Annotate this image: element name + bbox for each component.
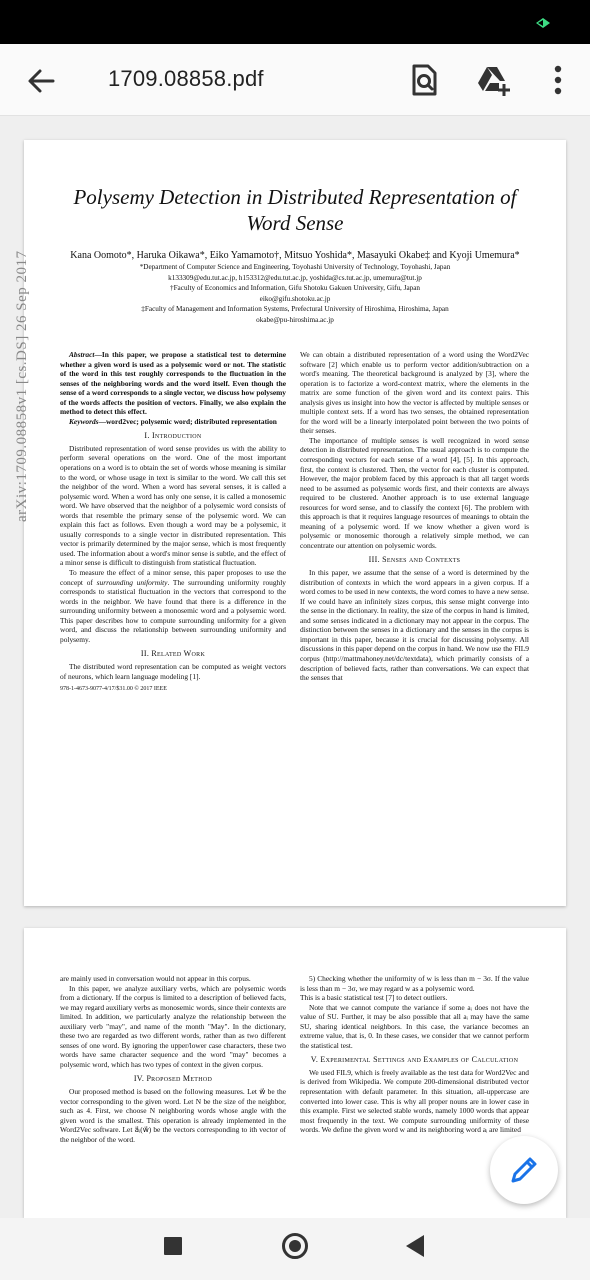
copyright-notice: 978-1-4673-9077-4/17/$31.00 © 2017 IEEE: [60, 686, 167, 693]
keywords: Keywords—word2vec; polysemic word; distributed representation: [69, 416, 277, 426]
paragraph: Distributed representation of word sense provides us with the ability to perform several operations on the word. One of the most important operations on a word is to obtain the set of words whose meaning is similar to the word, or whose usage in text is similar to the word. We call this set the neighbor of the word. When a word has several senses, it is called a polysemic word. When a word has only one sense, it is called a monosemic word. We have observed that the neighbor of a polysemic word consists of words that resemble the primary sense of the polysemic word. We can explain this fact as follows. Even though a word may be a polysemic, it usually corresponds to a single vector in distributed representation. This vector is primarily determined by the major sense, which is most frequently used. The information about a word's minor sense is subtle, and the effect of a minor sense is difficult to distinguish from statistical fluctuation.: [60, 443, 286, 568]
affiliations: [44, 262, 546, 326]
affiliation-line: †Faculty of Economics and Information, Gifu Shotoku Gakuen University, Gifu, Japan: [169, 284, 421, 293]
affiliation-line: eiko@gifu.shotoku.ac.jp: [259, 294, 331, 303]
pdf-page-1[interactable]: arXiv:1709.08858v1 [cs.DS] 26 Sep 2017 Polysemy Detection in Distributed Representation of Word Sense Kana Oomoto*, Haruka Oikawa*, Eiko Yamamoto†, Mitsuo Yoshida*, Masayuki Okabe‡ and Kyoji Umemura* *Department of Computer Science and Engineering, Toyohashi University of Technology, Toyohashi, Japan k133309@edu.tut.ac.jp, h153312@edu.tut.ac.jp, yoshida@cs.tut.ac.jp, umemura@tut.jp †Faculty of Economics and Information, Gifu Shotoku Gakuen University, Gifu, Japan eiko@gifu.shotoku.ac.jp ‡Faculty of Management and Information Systems, Prefectural University of Hiroshima, Hiroshima, Japan okabe@pu-hiroshima.ac.jp Abstract—In this paper, we propose a statistical test to determine whether a given word is used as a polysemic word or not. The statistic of the word in this test roughly corresponds to the fluctuation in the senses of the neighboring words and the word itself. Even though the sense of a word corresponds to a single vector, we discuss how polysemy of the words affects the position of vectors. Finally, we also explain the method to detect this effect. Keywords—word2vec; polysemic word; distributed representation I. Introduction Distributed representation of word sense provides us with the ability to perform several operations on the word. One of the most important operations on a word is to obtain the set of words whose meaning is similar to the word, or whose usage in text is similar to the word. We call this set the neighbor of the word. When a word has several senses, it is called a polysemic word. When a word has only one sense, it is called a monosemic word. We have observed that the neighbor of a polysemic word consists of words that resemble the primary sense of the polysemic word. We can explain this fact as follows. Even though a word may be a polysemic, it usually corresponds to a single vector in distributed representation. This vector is primarily determined by the major sense, which is most frequently used. The information about a word's minor sense is subtle, and the effect of a minor sense is difficult to distinguish from statistical fluctuation. To measure the effect of a minor sense, this paper proposes to use the concept of surrounding uniformity. The surrounding uniformity roughly corresponds to statistical fluctuation in the vectors that correspond to the words in the neighbor. We have found that there is a difference in the surrounding uniformity between a monosemic word and a polysemic word. This paper describes how to compute surrounding uniformity for a given word, and discuss the relationship between surrounding uniformity and polysemy. II. Related Work The distributed word representation can be computed as weight vectors of neurons, which learn language modeling [1]. 978-1-4673-9077-4/17/$31.00 © 2017 IEEE We can obtain a distributed representation of a word using the Word2Vec software [2] which enable us to perform vector addition/subtraction on a word's meaning. The theoretical background is analyzed by [3], where the operation is to factorize a word-context matrix, where the elements in the matrix are some function of the given word and its context pairs. This analysis gives us insight into how the vector is affected by multiple senses or multiple context sets. If a word has two senses, the obtained representation for the word will be a linearly interpolated point between the two points of their senses. The importance of multiple senses is well recognized in word sense detection in distributed representation. The usual approach is to compute the corresponding vectors for each sense of a word [4], [5]. In this approach, first, the context is clustered. Then, the vector for each cluster is computed. However, the major problem faced by this approach is that all target words need to be assumed as polysemic words first, and their contexts are always required to be clustered. Another approach is to use external language resources for word sense, and to classify the context [6]. The problem with this approach is that it requires language resources of meanings to obtain the meaning of a polysemic word. If we know whether a given word is polysemic or monosemic thorough a relatively simple method, we can concentrate our attention on polysemic words. III. Senses and Contexts In this paper, we assume that the sense of a word is determined by the distribution of contexts in which the word appears in a given corpus. If a word comes to be used in new contexts, the word comes to have a new sense. If we could have an infinitely sizes corpus, this sense might converge into the sense in the dictionary. In reality, the size of the corpus in hand is limited, and some senses indicated in a dictionary may not appear in the corpus. The distinction between the senses in a dictionary and the senses in the corpus is important in this paper, because it is crucial for discussing polysemy. All discussions in this paper depend on the corpus in hand. We now use the FIL9 corpus (http://mattmahoney.net/dc/textdata), which primarily consists of a description of believed facts, rather than conversations. We can expect that the senses that: [24, 140, 566, 906]
section-heading: I. Introduction: [144, 431, 202, 441]
status-bar: [0, 0, 590, 44]
paragraph: In this paper, we assume that the sense of a word is determined by the distribution of contexts in which the word appears in a given corpus. If a word comes to be used in new contexts, the word comes to have a new sense. If we could have an infinitely sizes corpus, this sense might converge into the sense in the dictionary. In reality, the size of the corpus in hand is limited, and some senses indicated in a dictionary may not appear in the corpus. The distinction between the senses in a dictionary and the senses in the corpus is important in this paper, because it is crucial for discussing polysemy. All discussions in this paper depend on the corpus in hand. We now use the FIL9 corpus (http://mattmahoney.net/dc/textdata), which primarily consists of a description of believed facts, rather than conversations. We can expect that the senses that: [300, 568, 529, 683]
paragraph: Note that we cannot compute the variance if some aᵢ does not have the value of SU. Further, it may be also possible that all aᵢ may have the same SU, sharing identical neighbors. In this case, the variance becomes an extreme value, that is, 0. In these cases, we consider that we cannot perform the statistical test.: [300, 1002, 529, 1050]
section-heading: II. Related Work: [140, 649, 206, 659]
section-heading: III. Senses and Contexts: [368, 555, 461, 565]
edit-button[interactable]: [490, 1136, 558, 1204]
left-column: [60, 974, 286, 1144]
affiliation-line: k133309@edu.tut.ac.jp, h153312@edu.tut.ac.jp, yoshida@cs.tut.ac.jp, umemura@tut.jp: [168, 273, 422, 282]
app-bar: [0, 44, 590, 116]
paragraph: We used FIL9, which is freely available as the test data for Word2Vec and is derived from Wikipedia. We compute 200-dimensional distributed vector representation with default parameter. In this situation, all-uppercase are converted into lower case. This is why all proper nouns are in lower case in this example. First we selected stable words, namely 1000 words that appear most frequently in the text. We compute surrounding uniformity of these words. We define the given word w and its neighboring word aᵢ are limited: [300, 1067, 529, 1135]
add-to-drive-icon[interactable]: [475, 62, 511, 98]
more-vert-icon[interactable]: [540, 62, 576, 98]
affiliation-line: *Department of Computer Science and Engineering, Toyohashi University of Technology, Toyohashi, Japan: [139, 263, 451, 271]
abstract: Abstract—In this paper, we propose a statistical test to determine whether a given word is used as a polysemic word or not. The statistic of the word in this test roughly corresponds to the fluctuation in the senses of the neighboring words and the word itself. Even though the sense of a word corresponds to a single vector, we discuss how polysemy of the words affects the position of vectors. Finally, we also explain the method to detect this effect.: [60, 350, 286, 417]
right-column: [300, 974, 529, 1135]
left-column: [60, 350, 286, 695]
right-column: [300, 350, 529, 683]
pdf-page-2[interactable]: [24, 928, 566, 1218]
paper-title: Polysemy Detection in Distributed Representation of Word Sense: [73, 185, 517, 235]
affiliation-line: ‡Faculty of Management and Information Systems, Prefectural University of Hiroshima, Hiroshima, Japan: [141, 305, 449, 314]
list-item: 5) Checking whether the uniformity of w is less than m − 3σ. If the value is less than m − 3σ, we may regard w as a polysemic word.: [300, 974, 529, 993]
paragraph: Our proposed method is based on the following measures. Let w⃗ be the vector corresponding to the given word. Let N be the size of the neighbor, such as 4. First, we choose N neighboring words whose angle with the given word is the smallest. This operation is already implemented in the Word2Vec software. Let a⃗ᵢ(w⃗) be the vectors corresponding to ith vector of the neighbor of the word.: [60, 1087, 286, 1144]
paragraph: We can obtain a distributed representation of a word using the Word2Vec software [2] which enable us to perform vector addition/subtraction on a word's meaning. The theoretical background is analyzed by [3], where the operation is to factorize a word-context matrix, where the elements in the matrix are some function of the given word and its context pairs. This analysis gives us insight into how the vector is affected by multiple senses or multiple context sets. If a word has two senses, the obtained representation for the word will be a linearly interpolated point between the two points of their senses.: [300, 350, 529, 436]
nav-back-icon[interactable]: [406, 1235, 424, 1257]
paragraph: The distributed word representation can be computed as weight vectors of neurons, which learn language modeling [1].: [60, 661, 286, 681]
back-arrow-icon[interactable]: [26, 66, 56, 96]
home-icon[interactable]: [282, 1233, 308, 1259]
section-heading: V. Experimental Settings and Examples of Calculation: [310, 1055, 519, 1065]
author-list: Kana Oomoto*, Haruka Oikawa*, Eiko Yamamoto†, Mitsuo Yoshida*, Masayuki Okabe‡ and Kyoji Umemura*: [70, 250, 520, 261]
navigation-bar: [0, 1218, 590, 1280]
paragraph: This is a basic statistical test [7] to detect outliers.: [300, 993, 448, 1003]
paragraph: To measure the effect of a minor sense, this paper proposes to use the concept of surrounding uniformity. The surrounding uniformity roughly corresponds to statistical fluctuation in the vectors that correspond to the words in the neighbor. We have found that there is a difference in the surrounding uniformity between a monosemic word and a polysemic word. This paper describes how to compute surrounding uniformity for a given word, and discuss the relationship between surrounding uniformity and polysemy.: [60, 568, 286, 644]
edit-pencil-icon: [508, 1154, 540, 1186]
section-heading: IV. Proposed Method: [133, 1074, 213, 1084]
status-indicator-icon: [536, 18, 550, 28]
paragraph: are mainly used in conversation would not appear in this corpus.: [60, 974, 251, 983]
affiliation-line: okabe@pu-hiroshima.ac.jp: [256, 315, 334, 324]
recent-apps-icon[interactable]: [164, 1237, 182, 1255]
search-document-icon[interactable]: [406, 62, 442, 98]
paragraph: In this paper, we analyze auxiliary verbs, which are polysemic words from a dictionary. If the corpus is limited to a description of believed facts, we may regard auxiliary verbs as monosemic words, since their contexts are limited. In addition, we particularly analyze the relationship between the auxiliary verb "may", and name of the month "May". In the dictionary, these two are regarded as two different words, rather than as two different senses of one word. By ignoring the upper/lower case characters, these two words have same character sequence and the word "may" becomes a polysemic word, which has two types of context in the given corpus.: [60, 983, 286, 1069]
paragraph: The importance of multiple senses is well recognized in word sense detection in distributed representation. The usual approach is to compute the corresponding vectors for each sense of a word [4], [5]. In this approach, first, the context is clustered. Then, the vector for each cluster is computed. However, the major problem faced by this approach is that all target words need to be assumed as polysemic words first, and their contexts are always required to be clustered. Another approach is to use external language resources for word sense, and to classify the context [6]. The problem with this approach is that it requires language resources of meanings to obtain the meaning of a polysemic word. If we know whether a given word is polysemic or monosemic thorough a relatively simple method, we can concentrate our attention on polysemic words.: [300, 435, 529, 550]
document-title: 1709.08858.pdf: [108, 66, 264, 91]
